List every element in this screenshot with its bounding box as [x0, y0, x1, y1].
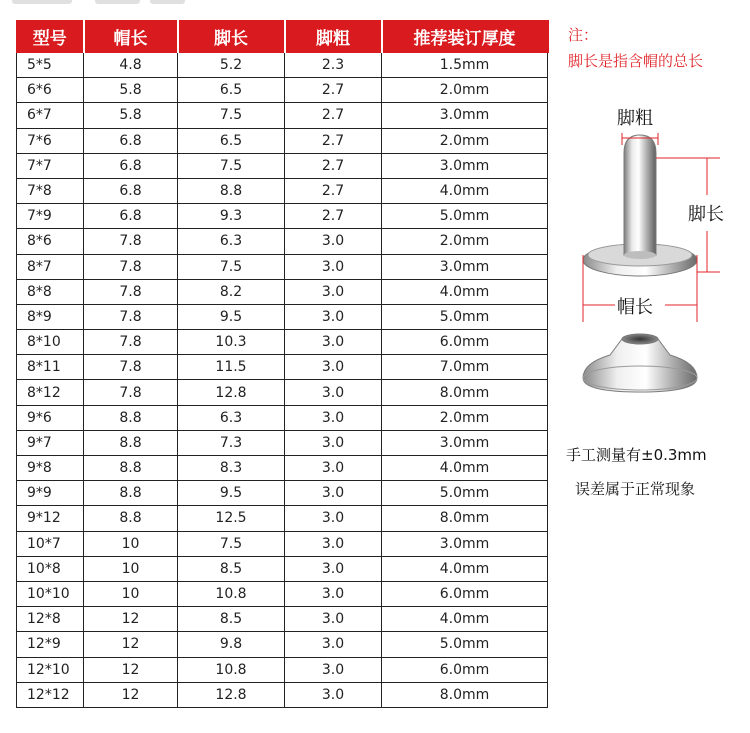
- table-cell: 3.0: [285, 481, 382, 506]
- table-row: [17, 304, 548, 329]
- table-cell: 3.0: [285, 430, 382, 455]
- table-row: [17, 506, 548, 531]
- label-foot-thickness: 脚粗: [617, 108, 653, 129]
- table-cell: 9.8: [178, 632, 285, 657]
- table-cell: 3.0: [285, 607, 382, 632]
- table-cell: 12.5: [178, 506, 285, 531]
- table-row: [17, 456, 548, 481]
- header-recommended-thickness: 推荐装订厚度: [382, 21, 548, 53]
- table-cell: 9.5: [178, 481, 285, 506]
- header-foot-length: 脚长: [178, 21, 285, 53]
- table-row: [17, 178, 548, 203]
- table-cell: 12*12: [17, 682, 84, 707]
- table-cell: 7*8: [17, 178, 84, 203]
- table-cell: 3.0mm: [382, 103, 548, 128]
- table-cell: 9*12: [17, 506, 84, 531]
- table-cell: 6*6: [17, 78, 84, 103]
- table-cell: 2.7: [285, 178, 382, 203]
- table-cell: 3.0: [285, 254, 382, 279]
- table-cell: 7*6: [17, 128, 84, 153]
- table-cell: 3.0mm: [382, 254, 548, 279]
- table-row: [17, 430, 548, 455]
- table-cell: 3.0: [285, 229, 382, 254]
- table-row: [17, 556, 548, 581]
- table-cell: 7.8: [84, 330, 178, 355]
- table-cell: 9*9: [17, 481, 84, 506]
- table-cell: 10: [84, 531, 178, 556]
- table-cell: 7.8: [84, 380, 178, 405]
- table-cell: 3.0mm: [382, 531, 548, 556]
- table-cell: 9*8: [17, 456, 84, 481]
- table-cell: 8.8: [84, 430, 178, 455]
- table-cell: 5.2: [178, 53, 285, 78]
- table-cell: 9.3: [178, 204, 285, 229]
- table-cell: 5.8: [84, 78, 178, 103]
- table-cell: 8*8: [17, 279, 84, 304]
- table-row: [17, 531, 548, 556]
- table-cell: 2.7: [285, 128, 382, 153]
- table-cell: 12*10: [17, 657, 84, 682]
- table-cell: 7.5: [178, 153, 285, 178]
- table-cell: 3.0: [285, 632, 382, 657]
- table-cell: 10: [84, 556, 178, 581]
- table-cell: 2.7: [285, 153, 382, 178]
- table-cell: 12*9: [17, 632, 84, 657]
- table-cell: 3.0: [285, 531, 382, 556]
- table-cell: 4.0mm: [382, 178, 548, 203]
- table-cell: 6.8: [84, 128, 178, 153]
- table-row: [17, 632, 548, 657]
- table-cell: 10: [84, 581, 178, 606]
- table-cell: 8*7: [17, 254, 84, 279]
- table-cell: 3.0: [285, 456, 382, 481]
- table-cell: 12.8: [178, 380, 285, 405]
- table-cell: 6.3: [178, 405, 285, 430]
- table-cell: 6.0mm: [382, 330, 548, 355]
- table-cell: 2.0mm: [382, 229, 548, 254]
- table-cell: 12: [84, 657, 178, 682]
- table-cell: 5*5: [17, 53, 84, 78]
- table-cell: 5.8: [84, 103, 178, 128]
- table-cell: 8.8: [84, 506, 178, 531]
- table-row: [17, 204, 548, 229]
- table-cell: 12: [84, 682, 178, 707]
- table-cell: 10.8: [178, 657, 285, 682]
- table-cell: 6.8: [84, 204, 178, 229]
- table-cell: 5.0mm: [382, 481, 548, 506]
- table-row: [17, 128, 548, 153]
- table-row: [17, 153, 548, 178]
- table-row: [17, 607, 548, 632]
- table-row: [17, 657, 548, 682]
- table-cell: 8.8: [84, 481, 178, 506]
- table-cell: 2.3: [285, 53, 382, 78]
- table-cell: 8*6: [17, 229, 84, 254]
- table-cell: 7.8: [84, 355, 178, 380]
- table-cell: 8.5: [178, 556, 285, 581]
- table-cell: 7.0mm: [382, 355, 548, 380]
- table-cell: 5.0mm: [382, 632, 548, 657]
- table-cell: 6.5: [178, 128, 285, 153]
- table-cell: 9*7: [17, 430, 84, 455]
- table-cell: 3.0: [285, 556, 382, 581]
- table-cell: 3.0: [285, 682, 382, 707]
- header-cap-length: 帽长: [84, 21, 178, 53]
- table-cell: 2.7: [285, 78, 382, 103]
- table-cell: 2.7: [285, 103, 382, 128]
- table-cell: 3.0: [285, 330, 382, 355]
- table-cell: 8.0mm: [382, 506, 548, 531]
- table-cell: 6.8: [84, 178, 178, 203]
- table-cell: 5.0mm: [382, 204, 548, 229]
- table-cell: 2.0mm: [382, 128, 548, 153]
- table-cell: 10*7: [17, 531, 84, 556]
- table-cell: 7.5: [178, 531, 285, 556]
- table-cell: 3.0: [285, 405, 382, 430]
- table-cell: 8.8: [84, 405, 178, 430]
- table-cell: 7*9: [17, 204, 84, 229]
- table-row: [17, 581, 548, 606]
- table-cell: 4.0mm: [382, 456, 548, 481]
- table-row: [17, 355, 548, 380]
- table-cell: 3.0: [285, 355, 382, 380]
- table-cell: 12*8: [17, 607, 84, 632]
- table-cell: 10.8: [178, 581, 285, 606]
- label-cap-length: 帽长: [617, 297, 653, 318]
- table-cell: 9.5: [178, 304, 285, 329]
- table-row: [17, 103, 548, 128]
- table-cell: 7.5: [178, 254, 285, 279]
- table-row: [17, 229, 548, 254]
- table-cell: 8*9: [17, 304, 84, 329]
- note-title: 注：: [568, 26, 599, 44]
- table-cell: 6.8: [84, 153, 178, 178]
- table-cell: 8.8: [84, 456, 178, 481]
- table-cell: 4.8: [84, 53, 178, 78]
- table-cell: 4.0mm: [382, 556, 548, 581]
- table-cell: 6.5: [178, 78, 285, 103]
- table-cell: 3.0: [285, 657, 382, 682]
- table-cell: 3.0: [285, 380, 382, 405]
- header-model: 型号: [17, 21, 84, 53]
- table-cell: 8*10: [17, 330, 84, 355]
- table-cell: 3.0: [285, 279, 382, 304]
- rivet-cap-image: [583, 334, 697, 392]
- table-cell: 12.8: [178, 682, 285, 707]
- table-cell: 6.0mm: [382, 581, 548, 606]
- rivet-diagram: [560, 95, 750, 405]
- table-row: [17, 405, 548, 430]
- table-cell: 3.0: [285, 304, 382, 329]
- table-cell: 6.3: [178, 229, 285, 254]
- table-cell: 8*12: [17, 380, 84, 405]
- table-cell: 1.5mm: [382, 53, 548, 78]
- table-cell: 10*8: [17, 556, 84, 581]
- table-cell: 7.5: [178, 103, 285, 128]
- table-cell: 12: [84, 607, 178, 632]
- table-cell: 8*11: [17, 355, 84, 380]
- table-row: [17, 254, 548, 279]
- table-cell: 7.8: [84, 279, 178, 304]
- table-cell: 3.0mm: [382, 153, 548, 178]
- table-header-row: [17, 21, 548, 53]
- table-cell: 7.8: [84, 254, 178, 279]
- measurement-caption-line1: 手工测量有±0.3mm: [566, 446, 707, 464]
- table-cell: 10.3: [178, 330, 285, 355]
- rivet-spec-table: [16, 20, 549, 708]
- table-cell: 6*7: [17, 103, 84, 128]
- table-cell: 4.0mm: [382, 279, 548, 304]
- top-crop-strip: [0, 0, 750, 8]
- table-cell: 8.8: [178, 178, 285, 203]
- table-cell: 12: [84, 632, 178, 657]
- table-cell: 8.3: [178, 456, 285, 481]
- table-row: [17, 380, 548, 405]
- table-cell: 8.0mm: [382, 380, 548, 405]
- table-row: [17, 78, 548, 103]
- table-cell: 6.0mm: [382, 657, 548, 682]
- table-cell: 8.5: [178, 607, 285, 632]
- table-row: [17, 682, 548, 707]
- table-cell: 5.0mm: [382, 304, 548, 329]
- table-row: [17, 330, 548, 355]
- measurement-caption-line2: 误差属于正常现象: [575, 480, 696, 498]
- table-cell: 9*6: [17, 405, 84, 430]
- table-cell: 11.5: [178, 355, 285, 380]
- table-cell: 7*7: [17, 153, 84, 178]
- label-foot-length: 脚长: [688, 204, 724, 225]
- table-cell: 3.0mm: [382, 430, 548, 455]
- table-cell: 7.8: [84, 229, 178, 254]
- table-cell: 3.0: [285, 506, 382, 531]
- table-cell: 3.0: [285, 581, 382, 606]
- table-cell: 2.0mm: [382, 78, 548, 103]
- table-cell: 2.0mm: [382, 405, 548, 430]
- table-cell: 8.2: [178, 279, 285, 304]
- header-foot-thickness: 脚粗: [285, 21, 382, 53]
- table-row: [17, 481, 548, 506]
- table-row: [17, 53, 548, 78]
- table-cell: 10*10: [17, 581, 84, 606]
- table-row: [17, 279, 548, 304]
- table-cell: 2.7: [285, 204, 382, 229]
- table-body: [17, 53, 548, 708]
- table-cell: 4.0mm: [382, 607, 548, 632]
- table-cell: 8.0mm: [382, 682, 548, 707]
- table-cell: 7.8: [84, 304, 178, 329]
- rivet-post-image: [583, 135, 697, 276]
- table-cell: 7.3: [178, 430, 285, 455]
- note-text: 脚长是指含帽的总长: [568, 52, 704, 70]
